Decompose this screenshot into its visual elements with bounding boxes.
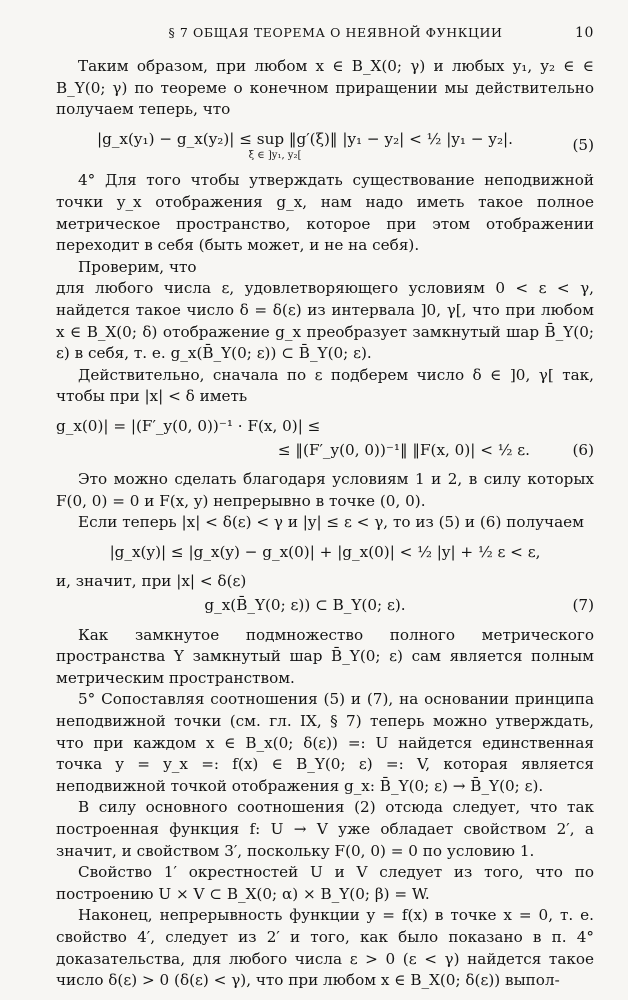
formula-5-subscript: ξ ∈ ]y₁, y₂[ [248,150,302,162]
paragraph: В силу основного соотношения (2) отсюда следует, что так построенная функция f: U → V уже обладает свойством 2′, а значит, и свойством 3′, поскольку F(0, 0) = 0 по условию 1. [56,798,594,860]
paragraph: Проверим, что [78,257,197,276]
section-title: § 7 ОБЩАЯ ТЕОРЕМА О НЕЯВНОЙ ФУНКЦИИ [168,25,503,40]
formula-5-body: |g_x(y₁) − g_x(y₂)| ≤ sup ‖g′(ξ)‖ |y₁ − y₂| < ½ |y₁ − y₂|. [97,129,513,148]
paragraph: Это можно сделать благодаря условиям 1 и 2, в силу которых F(0, 0) = 0 и F(x, y) непрерывно в точке (0, 0). [56,470,594,510]
formula-6-line-1: g_x(0)| = |(F′_y(0, 0))⁻¹ · F(x, 0)| ≤ [56,416,321,435]
paragraph: Действительно, сначала по ε подберем число δ ∈ ]0, γ[ так, чтобы при |x| < δ иметь [56,365,594,406]
paragraph: Как замкнутое подмножество полного метрического пространства Y замкнутый шар B̄_Y(0; ε) сам является полным метрическим пространством. [56,625,594,687]
paragraph: 4° Для того чтобы утверждать существование неподвижной точки y_x отображения g_x, нам надо иметь такое полное метрическое пространство, которое при этом отображении переходит в себя (быть может, и не на себя). [56,171,594,255]
formula-7: g_x(B̄_Y(0; ε)) ⊂ B_Y(0; ε). (7) [56,595,594,617]
paragraph: и, значит, при |x| < δ(ε) [56,572,247,591]
book-page [56,22,594,992]
formula-5 [56,129,594,163]
formula-estimate: |g_x(y)| ≤ |g_x(y) − g_x(0)| + |g_x(0)| < ½ |y| + ½ ε < ε, [109,542,541,561]
page-number: 10 [574,25,594,41]
paragraph: Таким образом, при любом x ∈ B_X(0; γ) и любых y₁, y₂ ∈ ∈ B_Y(0; γ) по теореме о конечном приращении мы действительно получаем теперь, что [56,57,594,119]
paragraph: Наконец, непрерывность функции y = f(x) в точке x = 0, т. е. свойство 4′, следует из 2′ и того, как было показано в п. 4° доказательства, для любого числа ε > 0 (ε < γ) найдется такое число δ(ε) > 0 (δ(ε) < γ), что при любом x ∈ B_X(0; δ(ε)) выпол- [56,906,594,990]
equation-number: (5) [572,135,594,154]
paragraph: Если теперь |x| < δ(ε) < γ и |y| ≤ ε < γ, то из (5) и (6) получаем [78,513,584,532]
equation-number: (6) [572,440,594,459]
paragraph: для любого числа ε, удовлетворяющего условиям 0 < ε < γ, найдется такое число δ = δ(ε) из интервала ]0, γ[, что при любом x ∈ B_X(0; δ) отображение g_x преобразует замкнутый шар B̄_Y(0; ε) в себя, т. е. g_x(B̄_Y(0; ε)) ⊂ B̄_Y(0; ε). [56,279,594,363]
formula-6-line-2: ≤ ‖(F′_y(0, 0))⁻¹‖ ‖F(x, 0)| < ½ ε. (6) [56,440,594,462]
paragraph: 5° Сопоставляя соотношения (5) и (7), на основании принципа неподвижной точки (см. гл. IX, § 7) теперь можно утверждать, что при каждом x ∈ B_x(0; δ(ε)) =: U найдется единственная точка y = y_x =: f(x) ∈ B_Y(0; ε) =: V, которая является неподвижной точкой отображения g_x: B̄_Y(0; ε) → B̄_Y(0; ε). [56,690,594,795]
running-header [56,22,594,48]
paragraph: Свойство 1′ окрестностей U и V следует из того, что по построению U × V ⊂ B_X(0; α) × B_Y(0; β) = W. [56,863,594,903]
equation-number: (7) [572,596,594,615]
